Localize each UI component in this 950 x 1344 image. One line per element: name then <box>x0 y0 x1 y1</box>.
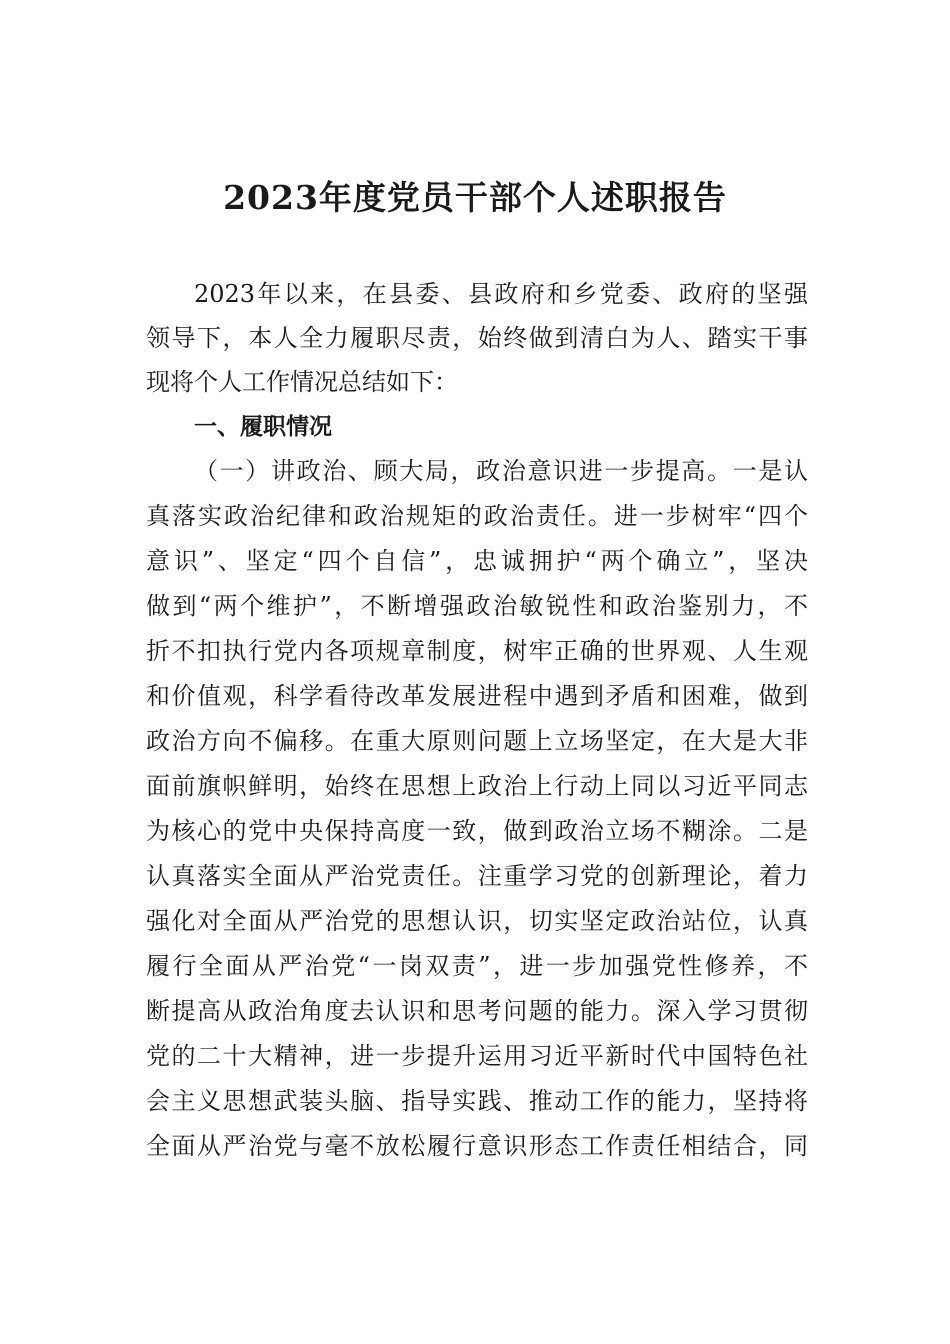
paragraph-line: 现将个人工作情况总结如下： <box>146 368 458 396</box>
paragraph-line: 为核心的党中央保持高度一致，做到政治立场不糊涂。二是 <box>146 817 808 845</box>
paragraph-line: 强化对全面从严治党的思想认识，切实坚定政治站位，认真 <box>146 907 808 935</box>
paragraph-line: 全面从严治党与毫不放松履行意识形态工作责任相结合，同 <box>146 1132 808 1160</box>
paragraph-line: 意识”、坚定“四个自信”，忠诚拥护“两个确立”，坚决 <box>146 547 808 575</box>
paragraph-line: 和价值观，科学看待改革发展进程中遇到矛盾和困难，做到 <box>146 682 808 710</box>
document-title: 2023年度党员干部个人述职报告 <box>223 178 727 217</box>
paragraph-line: 履行全面从严治党“一岗双责”，进一步加强党性修养，不 <box>146 952 808 980</box>
paragraph-line: 2023年以来，在县委、县政府和乡党委、政府的坚强 <box>194 280 808 308</box>
section-heading: 一、履职情况 <box>194 414 332 440</box>
paragraph-line: 会主义思想武装头脑、指导实践、推动工作的能力，坚持将 <box>146 1087 808 1115</box>
paragraph-line: 党的二十大精神，进一步提升运用习近平新时代中国特色社 <box>146 1042 808 1070</box>
paragraph-line: 做到“两个维护”，不断增强政治敏锐性和政治鉴别力，不 <box>146 592 808 620</box>
paragraph-line: 真落实政治纪律和政治规矩的政治责任。进一步树牢“四个 <box>146 502 808 530</box>
paragraph-line: （一）讲政治、顾大局，政治意识进一步提高。一是认 <box>194 457 808 485</box>
paragraph-line: 政治方向不偏移。在重大原则问题上立场坚定，在大是大非 <box>146 727 808 755</box>
paragraph-line: 领导下，本人全力履职尽责，始终做到清白为人、踏实干事 <box>146 324 808 352</box>
paragraph-line: 认真落实全面从严治党责任。注重学习党的创新理论，着力 <box>146 862 808 890</box>
paragraph-line: 断提高从政治角度去认识和思考问题的能力。深入学习贯彻 <box>146 997 808 1025</box>
paragraph-line: 面前旗帜鲜明，始终在思想上政治上行动上同以习近平同志 <box>146 772 808 800</box>
paragraph-line: 折不扣执行党内各项规章制度，树牢正确的世界观、人生观 <box>146 637 808 665</box>
